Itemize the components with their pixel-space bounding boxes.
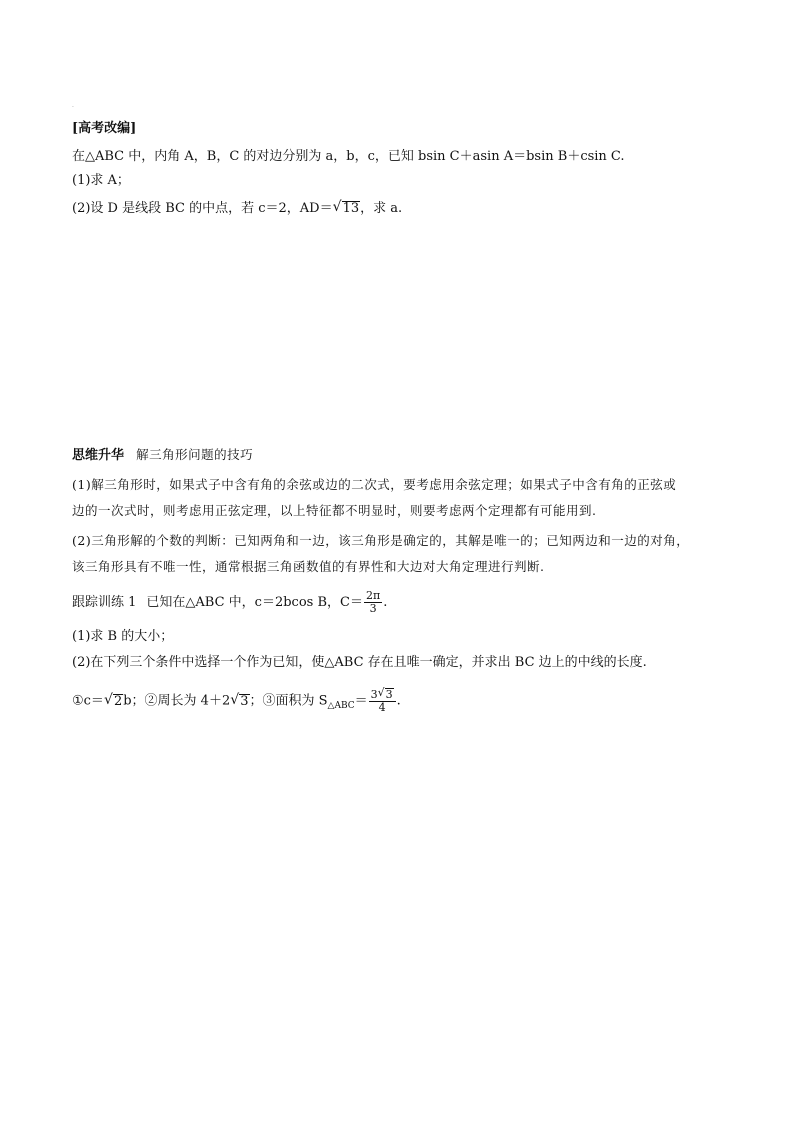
radicand: 2	[113, 693, 123, 709]
part2-after: ，求 a.	[360, 201, 403, 216]
summary-item2-line1: (2)三角形解的个数的判断：已知两角和一边，该三角形是确定的，其解是唯一的；已知两边和一边的对角，	[72, 533, 690, 548]
cond1-after: b；②周长为 4＋2	[123, 693, 231, 709]
radicand: 13	[342, 201, 360, 216]
practice-part1: (1)求 B 的大小；	[72, 629, 174, 644]
fraction-denominator: 3	[369, 602, 377, 615]
problem-part2	[72, 200, 402, 218]
summary-heading-label: 思维升华	[72, 448, 125, 463]
radicand: 3	[385, 688, 393, 701]
part2-before: (2)设 D 是线段 BC 的中点，若 c＝2，AD＝	[72, 201, 333, 216]
fraction-area	[369, 688, 396, 714]
cond3-eq: ＝	[354, 693, 368, 709]
practice-stem	[72, 590, 387, 615]
problem-stem: 在△ABC 中，内角 A，B，C 的对边分别为 a，b，c，已知 bsin C＋asin A＝bsin B＋csin C.	[72, 149, 625, 164]
summary-item2-line2: 该三角形具有不唯一性，通常根据三角函数值的有界性和大边对大角定理进行判断.	[72, 559, 545, 574]
summary-item1-line1: (1)解三角形时，如果式子中含有角的余弦或边的二次式，要考虑用余弦定理；如果式子中含有角的正弦或	[72, 477, 677, 492]
radical-sign-icon: √	[230, 691, 240, 708]
practice-stem-after: .	[383, 595, 388, 610]
page-mark: ·	[72, 104, 74, 111]
sqrt-2	[104, 693, 123, 711]
area-subscript: △ABC	[327, 700, 355, 711]
cond1-before: ①c＝	[72, 693, 104, 709]
radical-sign-icon: √	[332, 199, 342, 215]
summary-item1-line2: 边的一次式时，则考虑用正弦定理，以上特征都不明显时，则要考虑两个定理都有可能用到.	[72, 503, 597, 518]
summary-heading	[72, 446, 253, 465]
fraction-numerator	[369, 688, 396, 702]
practice-conditions	[72, 688, 401, 714]
problem-part1: (1)求 A；	[72, 173, 130, 188]
sqrt-13	[333, 200, 361, 218]
radicand: 3	[240, 693, 249, 709]
practice-part2: (2)在下列三个条件中选择一个作为已知，使△ABC 存在且唯一确定，并求出 BC 边上的中线的长度.	[72, 655, 647, 670]
fraction-numerator: 2π	[365, 589, 381, 602]
source-tag: [高考改编]	[72, 121, 137, 136]
cond3-end: .	[396, 693, 401, 709]
practice-label: 跟踪训练 1	[72, 595, 137, 610]
practice-stem-before: 已知在△ABC 中，c＝2bcos B，C＝	[146, 595, 363, 610]
numerator-coef: 3	[370, 688, 378, 701]
fraction-2pi-over-3	[364, 590, 382, 615]
cond2-after: ；③面积为 S	[249, 693, 328, 709]
summary-heading-topic: 解三角形问题的技巧	[136, 447, 254, 462]
radical-sign-icon: √	[377, 686, 385, 699]
sqrt-3	[230, 693, 249, 711]
radical-sign-icon: √	[103, 691, 113, 708]
sqrt-3-numerator	[378, 688, 394, 701]
fraction-denominator: 4	[378, 701, 386, 714]
